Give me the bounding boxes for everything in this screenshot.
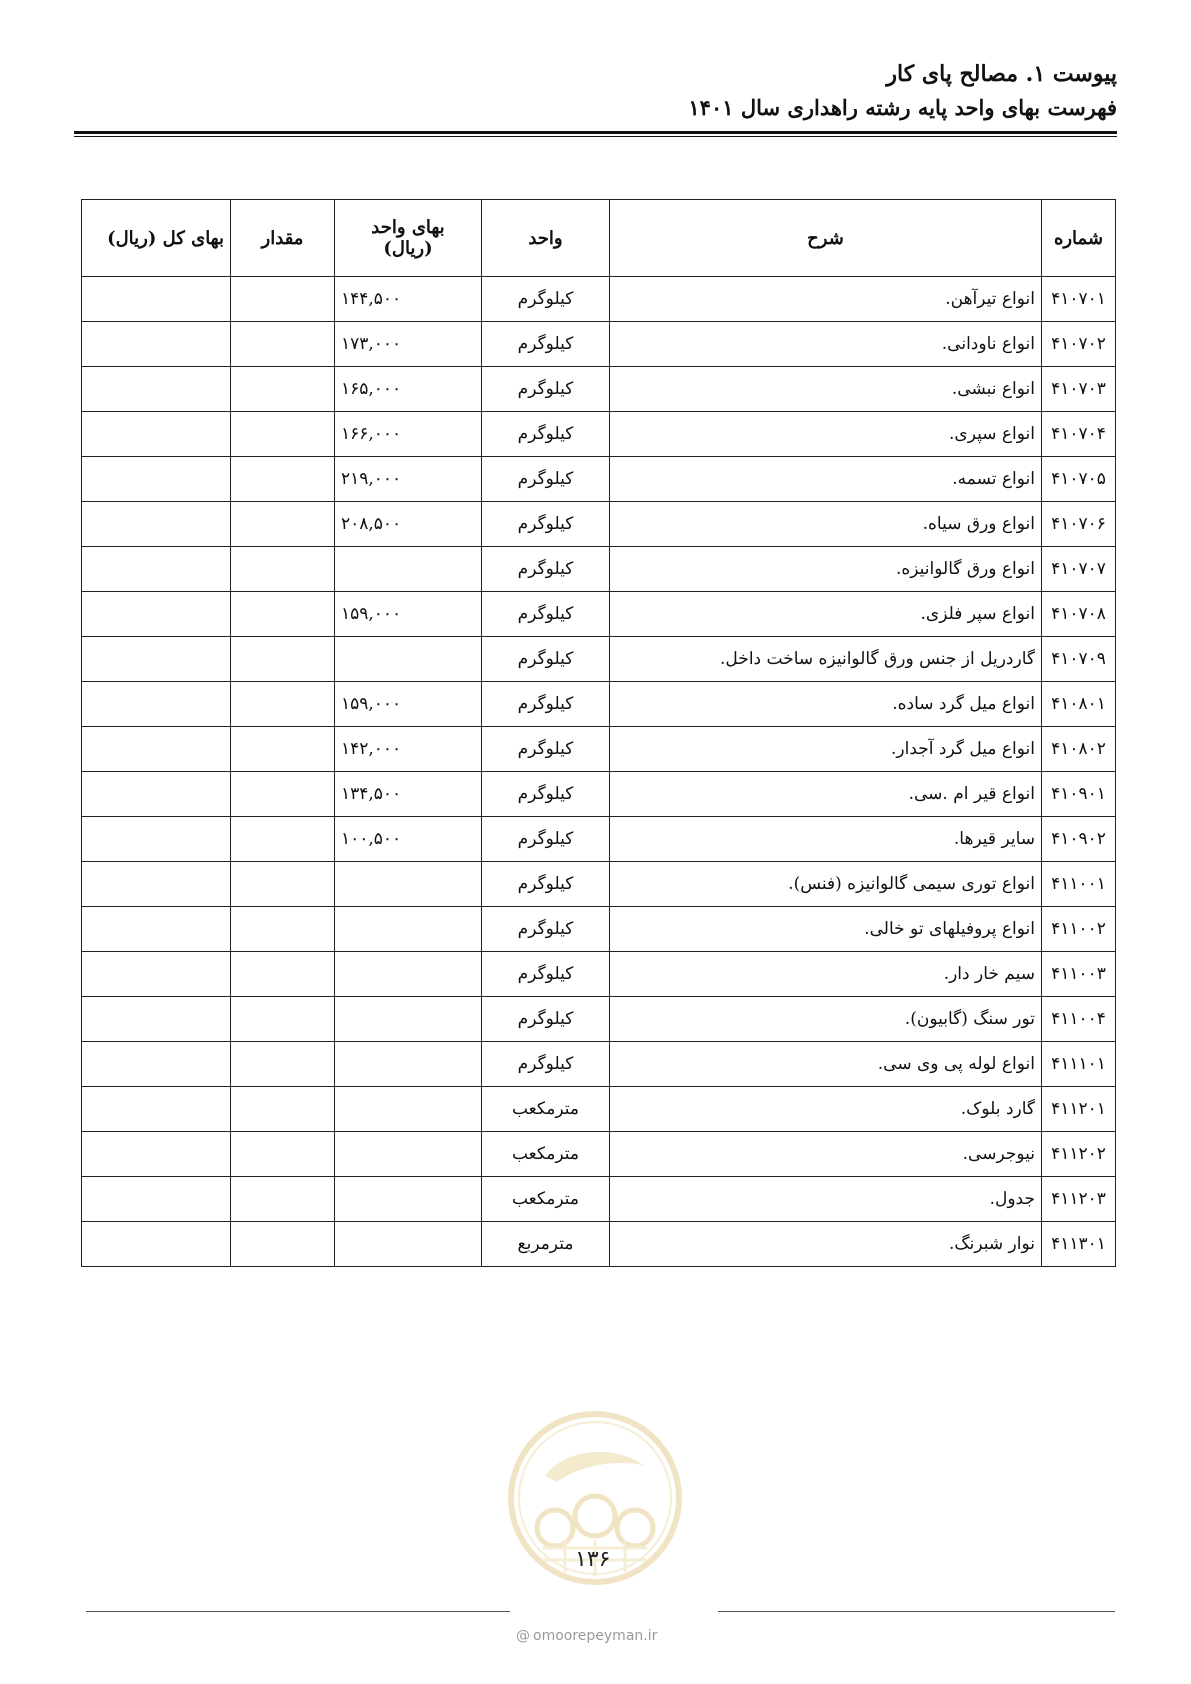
row-total-price: [82, 952, 231, 997]
table-row: [82, 457, 1116, 502]
table-row: [82, 1132, 1116, 1177]
row-unit-price: [335, 1087, 482, 1132]
row-unit-price: [335, 907, 482, 952]
row-unit-price: [335, 637, 482, 682]
row-code: ۴۱۰۷۰۹: [1042, 637, 1116, 682]
row-quantity: [231, 1222, 335, 1267]
row-description: انواع سپر فلزی.: [610, 592, 1042, 637]
row-unit: کیلوگرم: [482, 817, 610, 862]
row-code: ۴۱۰۷۰۷: [1042, 547, 1116, 592]
column-header-total-price: بهای کل (ریال): [82, 200, 231, 277]
header-rule-thin: [74, 136, 1117, 137]
row-unit-price: ۲۱۹,۰۰۰: [335, 457, 482, 502]
row-unit-price: [335, 952, 482, 997]
row-total-price: [82, 682, 231, 727]
row-code: ۴۱۰۹۰۱: [1042, 772, 1116, 817]
row-unit-price: [335, 1222, 482, 1267]
row-unit-price: [335, 1177, 482, 1222]
row-unit: کیلوگرم: [482, 952, 610, 997]
row-unit: کیلوگرم: [482, 1042, 610, 1087]
row-code: ۴۱۱۰۰۲: [1042, 907, 1116, 952]
row-unit: مترمکعب: [482, 1132, 610, 1177]
row-description: انواع ورق سیاه.: [610, 502, 1042, 547]
row-unit: مترمکعب: [482, 1087, 610, 1132]
row-quantity: [231, 277, 335, 322]
row-code: ۴۱۰۷۰۸: [1042, 592, 1116, 637]
table-row: [82, 637, 1116, 682]
row-unit: کیلوگرم: [482, 547, 610, 592]
row-unit: کیلوگرم: [482, 727, 610, 772]
row-quantity: [231, 1177, 335, 1222]
row-total-price: [82, 1222, 231, 1267]
row-unit-price: ۱۴۲,۰۰۰: [335, 727, 482, 772]
row-description: انواع ورق گالوانیزه.: [610, 547, 1042, 592]
website-url: omoorepeyman.ir: [533, 1628, 658, 1644]
row-quantity: [231, 952, 335, 997]
table-row: [82, 592, 1116, 637]
row-description: انواع لوله پی وی سی.: [610, 1042, 1042, 1087]
row-total-price: [82, 727, 231, 772]
row-quantity: [231, 322, 335, 367]
row-description: سیم خار دار.: [610, 952, 1042, 997]
row-quantity: [231, 907, 335, 952]
row-description: انواع توری سیمی گالوانیزه (فنس).: [610, 862, 1042, 907]
row-unit-price: [335, 547, 482, 592]
row-unit-price: ۱۰۰,۵۰۰: [335, 817, 482, 862]
table-row: [82, 412, 1116, 457]
row-description: انواع ناودانی.: [610, 322, 1042, 367]
table-row: [82, 1087, 1116, 1132]
row-code: ۴۱۰۷۰۴: [1042, 412, 1116, 457]
row-code: ۴۱۱۰۰۳: [1042, 952, 1116, 997]
column-header-unit-price: [335, 200, 482, 277]
row-total-price: [82, 412, 231, 457]
row-description: انواع قیر ام .سی.: [610, 772, 1042, 817]
row-code: ۴۱۰۸۰۲: [1042, 727, 1116, 772]
row-total-price: [82, 1042, 231, 1087]
row-unit: کیلوگرم: [482, 682, 610, 727]
row-unit: مترمربع: [482, 1222, 610, 1267]
table-row: [82, 997, 1116, 1042]
row-unit-price: ۱۶۵,۰۰۰: [335, 367, 482, 412]
table-row: [82, 862, 1116, 907]
unit-price-header-line2: (ریال): [383, 238, 433, 259]
header-rule-thick: [74, 131, 1117, 134]
price-list-title: فهرست بهای واحد پایه رشته راهداری سال ۱۴۰۱: [688, 95, 1117, 120]
row-total-price: [82, 862, 231, 907]
row-total-price: [82, 817, 231, 862]
row-code: ۴۱۱۰۰۱: [1042, 862, 1116, 907]
row-quantity: [231, 1087, 335, 1132]
at-sign-icon: @: [516, 1628, 530, 1644]
row-code: ۴۱۱۰۰۴: [1042, 997, 1116, 1042]
table-row: [82, 322, 1116, 367]
row-quantity: [231, 1042, 335, 1087]
row-unit-price: [335, 862, 482, 907]
row-quantity: [231, 367, 335, 412]
row-unit: کیلوگرم: [482, 502, 610, 547]
row-code: ۴۱۰۷۰۶: [1042, 502, 1116, 547]
row-unit-price: ۱۵۹,۰۰۰: [335, 592, 482, 637]
table-row: [82, 1042, 1116, 1087]
table-row: [82, 907, 1116, 952]
footer-rule-left: [86, 1611, 510, 1612]
row-total-price: [82, 997, 231, 1042]
row-total-price: [82, 277, 231, 322]
row-total-price: [82, 1087, 231, 1132]
row-unit-price: ۱۳۴,۵۰۰: [335, 772, 482, 817]
page-header: [688, 58, 1117, 124]
row-quantity: [231, 502, 335, 547]
row-quantity: [231, 682, 335, 727]
row-total-price: [82, 1177, 231, 1222]
row-description: انواع نبشی.: [610, 367, 1042, 412]
row-description: انواع تسمه.: [610, 457, 1042, 502]
row-quantity: [231, 772, 335, 817]
table-row: [82, 502, 1116, 547]
row-quantity: [231, 637, 335, 682]
row-code: ۴۱۰۸۰۱: [1042, 682, 1116, 727]
table-row: [82, 1222, 1116, 1267]
row-unit-price: [335, 997, 482, 1042]
row-unit: کیلوگرم: [482, 772, 610, 817]
row-description: جدول.: [610, 1177, 1042, 1222]
price-table: [81, 199, 1116, 1267]
row-total-price: [82, 637, 231, 682]
row-total-price: [82, 322, 231, 367]
column-header-unit: واحد: [482, 200, 610, 277]
row-code: ۴۱۱۱۰۱: [1042, 1042, 1116, 1087]
row-total-price: [82, 457, 231, 502]
row-quantity: [231, 727, 335, 772]
footer-rule-right: [718, 1611, 1115, 1612]
table-row: [82, 952, 1116, 997]
row-quantity: [231, 592, 335, 637]
row-code: ۴۱۰۷۰۲: [1042, 322, 1116, 367]
row-code: ۴۱۱۳۰۱: [1042, 1222, 1116, 1267]
row-code: ۴۱۰۷۰۳: [1042, 367, 1116, 412]
row-unit: کیلوگرم: [482, 367, 610, 412]
row-total-price: [82, 907, 231, 952]
row-code: ۴۱۱۲۰۱: [1042, 1087, 1116, 1132]
row-unit-price: [335, 1042, 482, 1087]
table-row: [82, 277, 1116, 322]
row-unit: کیلوگرم: [482, 322, 610, 367]
row-description: انواع میل گرد آجدار.: [610, 727, 1042, 772]
row-total-price: [82, 502, 231, 547]
page-number: ۱۳۶: [575, 1547, 611, 1572]
row-quantity: [231, 457, 335, 502]
row-unit-price: [335, 1132, 482, 1177]
row-unit: کیلوگرم: [482, 907, 610, 952]
table-row: [82, 727, 1116, 772]
table-row: [82, 682, 1116, 727]
row-description: انواع پروفیلهای تو خالی.: [610, 907, 1042, 952]
row-unit: کیلوگرم: [482, 277, 610, 322]
row-unit-price: ۲۰۸,۵۰۰: [335, 502, 482, 547]
column-header-quantity: مقدار: [231, 200, 335, 277]
row-unit: مترمکعب: [482, 1177, 610, 1222]
row-unit: کیلوگرم: [482, 592, 610, 637]
row-description: تور سنگ (گابیون).: [610, 997, 1042, 1042]
table-row: [82, 817, 1116, 862]
row-total-price: [82, 367, 231, 412]
unit-price-header-line1: بهای واحد: [371, 217, 445, 238]
row-description: انواع تیرآهن.: [610, 277, 1042, 322]
row-total-price: [82, 547, 231, 592]
row-quantity: [231, 547, 335, 592]
row-description: گاردریل از جنس ورق گالوانیزه ساخت داخل.: [610, 637, 1042, 682]
row-quantity: [231, 817, 335, 862]
row-quantity: [231, 412, 335, 457]
row-unit-price: ۱۷۳,۰۰۰: [335, 322, 482, 367]
row-description: انواع سپری.: [610, 412, 1042, 457]
column-header-description: شرح: [610, 200, 1042, 277]
row-unit-price: ۱۶۶,۰۰۰: [335, 412, 482, 457]
row-unit: کیلوگرم: [482, 412, 610, 457]
row-code: ۴۱۱۲۰۲: [1042, 1132, 1116, 1177]
row-code: ۴۱۱۲۰۳: [1042, 1177, 1116, 1222]
row-description: سایر قیرها.: [610, 817, 1042, 862]
row-description: گارد بلوک.: [610, 1087, 1042, 1132]
row-code: ۴۱۰۷۰۵: [1042, 457, 1116, 502]
table-row: [82, 772, 1116, 817]
row-total-price: [82, 592, 231, 637]
row-total-price: [82, 1132, 231, 1177]
row-unit: کیلوگرم: [482, 862, 610, 907]
row-description: نوار شبرنگ.: [610, 1222, 1042, 1267]
row-total-price: [82, 772, 231, 817]
row-description: نیوجرسی.: [610, 1132, 1042, 1177]
table-row: [82, 1177, 1116, 1222]
appendix-title: پیوست ۱. مصالح پای کار: [886, 61, 1117, 87]
table-row: [82, 547, 1116, 592]
row-unit-price: ۱۴۴,۵۰۰: [335, 277, 482, 322]
row-quantity: [231, 1132, 335, 1177]
row-unit: کیلوگرم: [482, 997, 610, 1042]
row-unit-price: ۱۵۹,۰۰۰: [335, 682, 482, 727]
table-row: [82, 367, 1116, 412]
column-header-code: شماره: [1042, 200, 1116, 277]
row-code: ۴۱۰۷۰۱: [1042, 277, 1116, 322]
row-code: ۴۱۰۹۰۲: [1042, 817, 1116, 862]
row-unit: کیلوگرم: [482, 457, 610, 502]
row-quantity: [231, 997, 335, 1042]
row-quantity: [231, 862, 335, 907]
row-description: انواع میل گرد ساده.: [610, 682, 1042, 727]
table-header-row: [82, 200, 1116, 277]
row-unit: کیلوگرم: [482, 637, 610, 682]
website-credit: [516, 1628, 657, 1644]
